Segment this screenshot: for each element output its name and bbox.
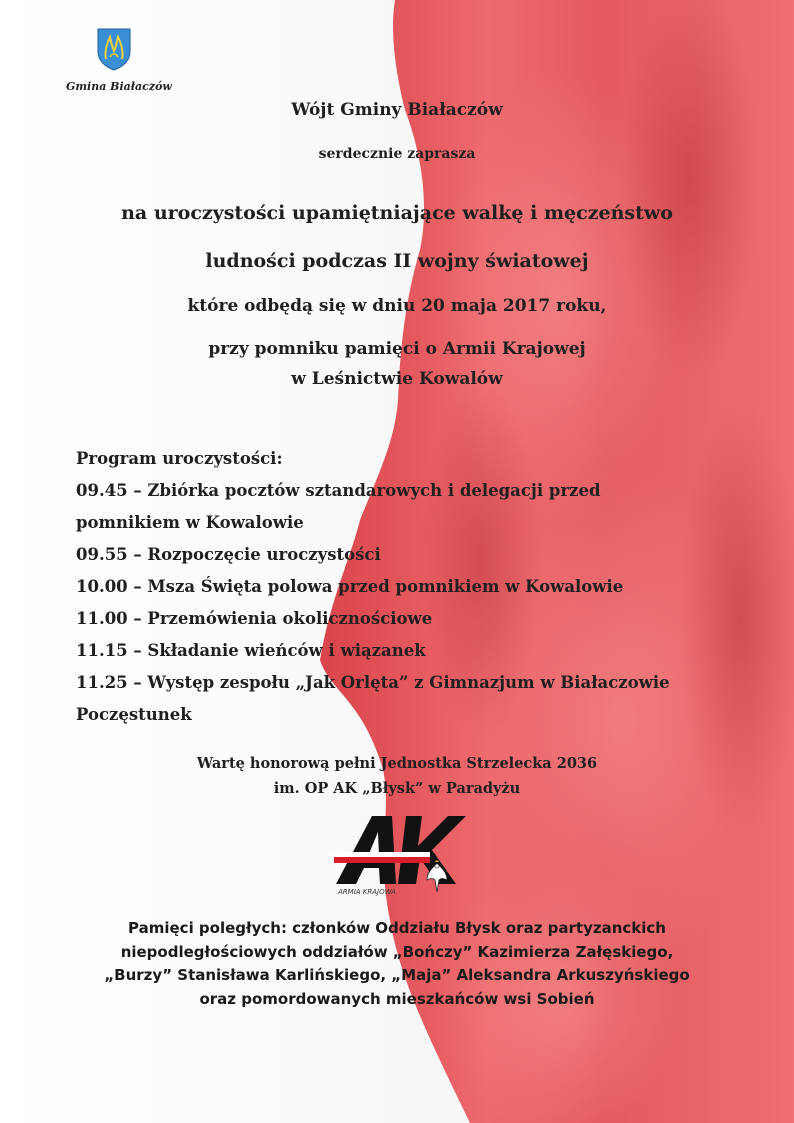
memorial-line: oraz pomordowanych mieszkańców wsi Sobień	[199, 989, 595, 1008]
event-line-2: ludności podczas II wojny światowej	[205, 250, 589, 272]
program-item: 09.45 – Zbiórka pocztów sztandarowych i delegacji przed	[76, 481, 601, 500]
memorial-line: niepodległościowych oddziałów „Bończy” Kazimierza Załęskiego,	[120, 942, 674, 961]
ak-logo-caption: ARMIA KRAJOWA	[338, 888, 396, 896]
memorial-line: Pamięci poległych: członków Oddziału Błysk oraz partyzanckich	[128, 919, 666, 937]
event-place-line: przy pomniku pamięci o Armii Krajowej	[208, 339, 586, 359]
program-item: 09.55 – Rozpoczęcie uroczystości	[76, 545, 381, 564]
host-title: Wójt Gminy Białaczów	[291, 100, 503, 120]
event-line-1: na uroczystości upamiętniające walkę i męczeństwo	[121, 202, 673, 224]
coat-of-arms-icon	[96, 27, 132, 71]
program-section	[76, 443, 736, 731]
honour-guard-line-1: Wartę honorową pełni Jednostka Strzelecka 2036	[196, 755, 598, 772]
program-heading: Program uroczystości:	[76, 449, 283, 468]
honour-guard-line-2: im. OP AK „Błysk” w Paradyżu	[273, 780, 521, 797]
program-item: 11.00 – Przemówienia okolicznościowe	[76, 609, 433, 628]
program-item: 11.25 – Występ zespołu „Jak Orlęta” z Gimnazjum w Białaczowie	[76, 673, 670, 692]
armia-krajowa-logo	[334, 812, 466, 898]
program-item: 11.15 – Składanie wieńców i wiązanek	[76, 641, 426, 660]
event-location-line: w Leśnictwie Kowalów	[291, 369, 503, 389]
event-date-line: które odbędą się w dniu 20 maja 2017 roku,	[187, 296, 607, 316]
memorial-dedication	[0, 917, 794, 1011]
memorial-line: „Burzy” Stanisława Karlińskiego, „Maja” Aleksandra Arkuszyńskiego	[104, 966, 690, 984]
program-item: pomnikiem w Kowalowie	[76, 513, 304, 532]
invites-line: serdecznie zaprasza	[318, 146, 476, 162]
municipality-caption: Gmina Białaczów	[66, 80, 172, 93]
program-item: 10.00 – Msza Święta polowa przed pomnikiem w Kowalowie	[76, 577, 624, 596]
program-item: Poczęstunek	[76, 705, 192, 724]
